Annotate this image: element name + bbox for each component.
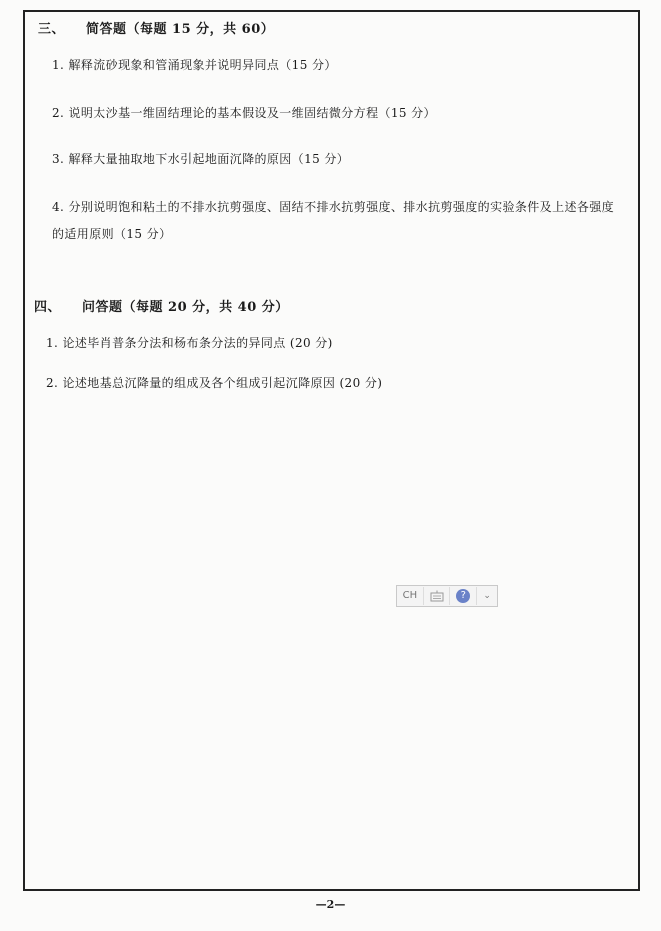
question-3-2: 2. 说明太沙基一维固结理论的基本假设及一维固结微分方程（15 分） [52,106,436,120]
question-3-1: 1. 解释流砂现象和管涌现象并说明异同点（15 分） [52,58,337,72]
chevron-down-icon[interactable]: ⌄ [483,591,491,601]
section-3-number: 三、 [38,22,66,37]
section-3-title: 简答题（每题 15 分，共 60） [86,22,275,37]
ime-mode-button[interactable]: CH [397,587,424,605]
section-4-number: 四、 [34,300,62,315]
question-3-4: 4. 分别说明饱和粘土的不排水抗剪强度、固结不排水抗剪强度、排水抗剪强度的实验条件及上述各强度的适用原则（15 分） [52,200,615,241]
section-4-heading [34,296,289,315]
help-icon: ? [456,589,470,603]
question-3-3: 3. 解释大量抽取地下水引起地面沉降的原因（15 分） [52,152,350,166]
page-frame [23,10,640,891]
question-4-2: 2. 论述地基总沉降量的组成及各个组成引起沉降原因 (20 分) [46,376,383,390]
keyboard-icon[interactable] [424,587,451,605]
question-4-1: 1. 论述毕肖普条分法和杨布条分法的异同点 (20 分) [46,336,333,350]
section-3-heading [38,18,274,37]
section-4-title: 问答题（每题 20 分，共 40 分） [82,300,289,315]
page-number: —2— [315,898,346,911]
ime-toolbar[interactable] [396,585,498,607]
help-button[interactable] [450,587,477,605]
